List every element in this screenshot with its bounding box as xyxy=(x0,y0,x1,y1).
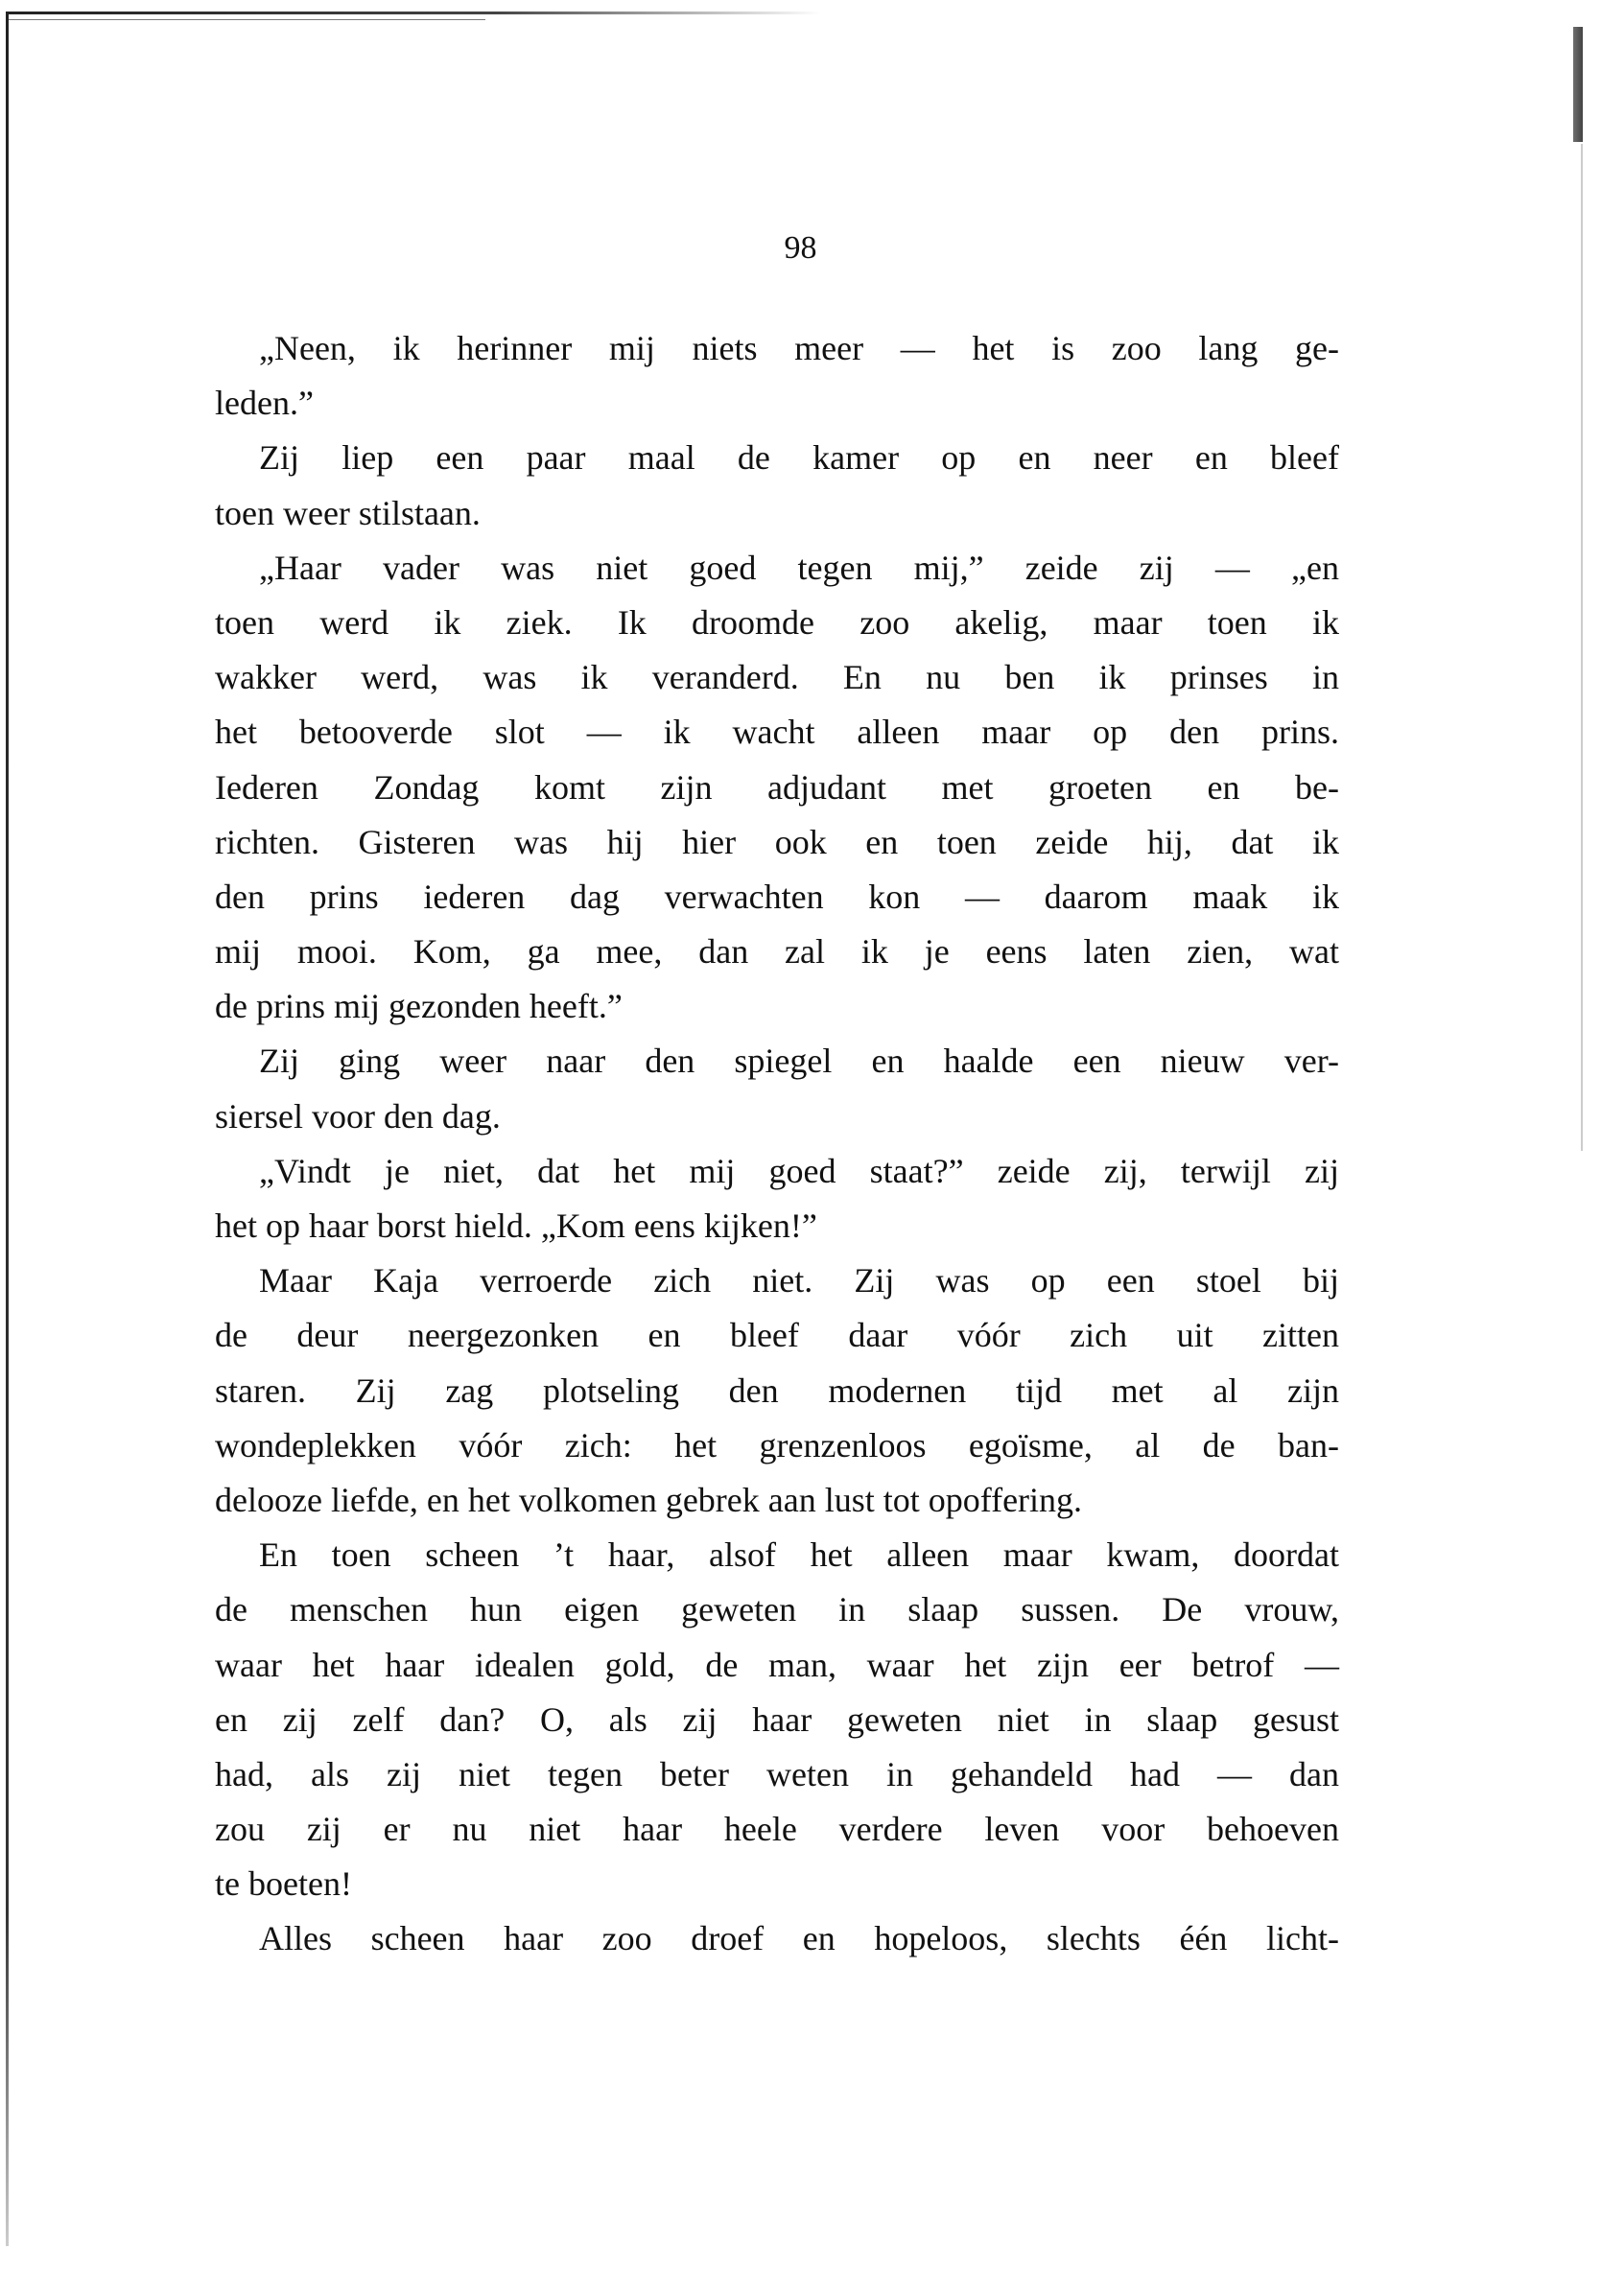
text-line: Zij liep een paar maal de kamer op en neer en bleef xyxy=(259,438,1339,478)
scan-edge-line xyxy=(1581,144,1583,1151)
paragraph xyxy=(215,1144,1339,1253)
scan-border-top xyxy=(6,12,821,14)
text-line: het betooverde slot — ik wacht alleen maar op den prins. xyxy=(215,713,1339,752)
text-line: waar het haar idealen gold, de man, waar het zijn eer betrof — xyxy=(215,1645,1339,1684)
paragraph xyxy=(215,541,1339,1035)
text-line: en zij zelf dan? O, als zij haar geweten niet in slaap gesust xyxy=(215,1699,1339,1739)
scan-border-left xyxy=(6,12,9,2246)
scan-edge-mark xyxy=(1573,27,1583,142)
body-text xyxy=(215,321,1339,1967)
paragraph xyxy=(215,1528,1339,1911)
text-line: siersel voor den dag. xyxy=(215,1096,501,1136)
text-line: den prins iederen dag verwachten kon — daarom maak ik xyxy=(215,877,1339,916)
page-number: 98 xyxy=(784,230,817,266)
text-line: richten. Gisteren was hij hier ook en toen zeide hij, dat ik xyxy=(215,822,1339,861)
text-line: „Neen, ik herinner mij niets meer — het is zoo lang ge- xyxy=(259,329,1339,367)
text-line: had, als zij niet tegen beter weten in gehandeld had — dan xyxy=(215,1754,1339,1793)
text-line: „Haar vader was niet goed tegen mij,” zeide zij — „en xyxy=(259,548,1339,587)
text-line: te boeten! xyxy=(215,1864,352,1904)
text-line: de prins mij gezonden heeft.” xyxy=(215,987,623,1026)
paragraph xyxy=(215,1253,1339,1528)
text-line: Maar Kaja verroerde zich niet. Zij was op een stoel bij xyxy=(259,1261,1339,1300)
text-line: delooze liefde, en het volkomen gebrek aan lust tot opoffering. xyxy=(215,1480,1083,1519)
text-line: „Vindt je niet, dat het mij goed staat?” zeide zij, terwijl zij xyxy=(259,1151,1339,1190)
text-line: toen werd ik ziek. Ik droomde zoo akelig, maar toen ik xyxy=(215,602,1339,642)
text-line: Iederen Zondag komt zijn adjudant met groeten en be- xyxy=(215,767,1339,807)
text-line: staren. Zij zag plotseling den modernen tijd met al zijn xyxy=(215,1371,1339,1410)
text-line: Alles scheen haar zoo droef en hopeloos, slechts één licht- xyxy=(259,1919,1339,1958)
paragraph xyxy=(215,431,1339,540)
text-line: de deur neergezonken en bleef daar vóór zich uit zitten xyxy=(215,1316,1339,1355)
text-line: de menschen hun eigen geweten in slaap sussen. De vrouw, xyxy=(215,1590,1339,1629)
paragraph xyxy=(215,321,1339,431)
text-line: Zij ging weer naar den spiegel en haalde een nieuw ver- xyxy=(259,1042,1339,1081)
text-line: wondeplekken vóór zich: het grenzenloos egoïsme, al de ban- xyxy=(215,1425,1339,1464)
text-line: leden.” xyxy=(215,384,314,423)
paragraph xyxy=(215,1034,1339,1143)
text-line: zou zij er nu niet haar heele verdere leven voor behoeven xyxy=(215,1810,1339,1849)
text-line: toen weer stilstaan. xyxy=(215,493,481,532)
paragraph xyxy=(215,1911,1339,1966)
scan-border-top-thin xyxy=(6,19,485,20)
text-line: En toen scheen ’t haar, alsof het alleen maar kwam, doordat xyxy=(259,1535,1339,1575)
text-line: het op haar borst hield. „Kom eens kijken!” xyxy=(215,1207,817,1245)
text-line: mij mooi. Kom, ga mee, dan zal ik je eens laten zien, wat xyxy=(215,932,1339,972)
text-line: wakker werd, was ik veranderd. En nu ben ik prinses in xyxy=(215,658,1339,697)
